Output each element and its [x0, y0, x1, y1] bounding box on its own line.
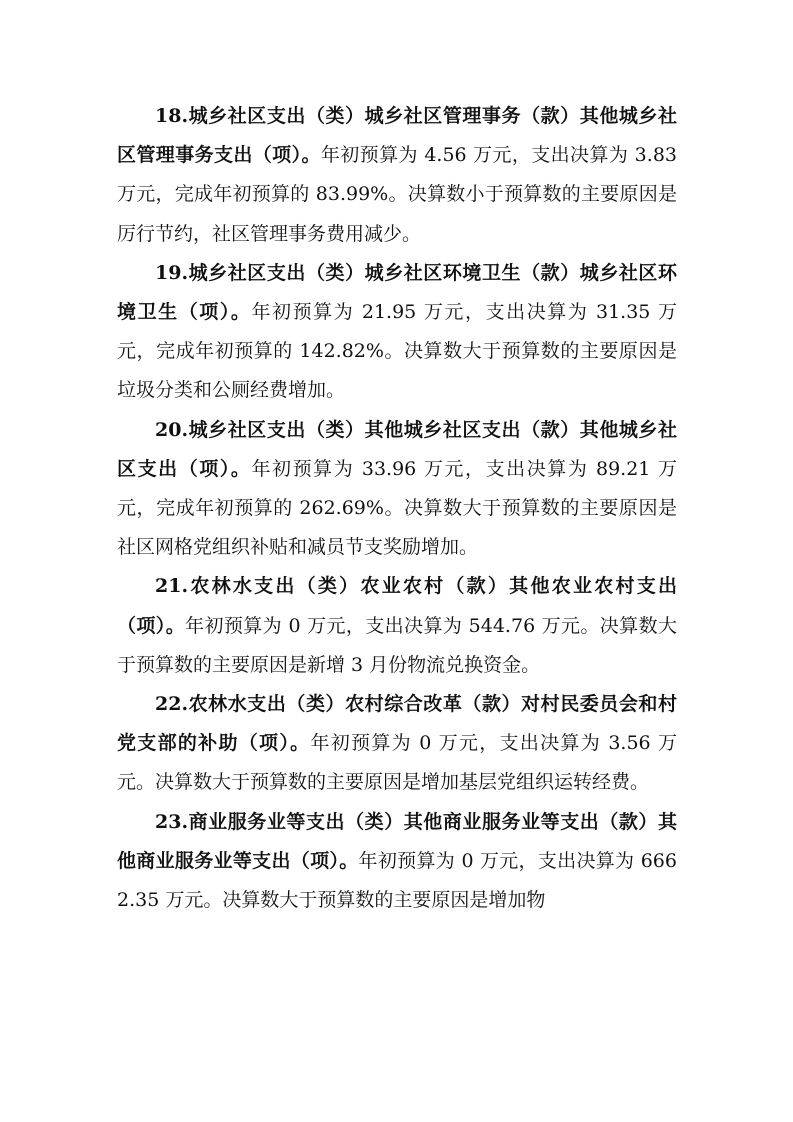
paragraph-heading: 19.城乡社区支出（类）城乡社区环境卫生（款）城乡社区环境卫生（项）。: [117, 261, 677, 324]
paragraph-heading: 18.城乡社区支出（类）城乡社区管理事务（款）其他城乡社区管理事务支出（项）。: [117, 105, 677, 167]
paragraph-text: 年初预算为 33.96 万元，支出决算为 89.21 万元，完成年初预算的 262.69%。决算数大于预算数的主要原因是社区网格党组织补贴和减员节支奖励增加。: [117, 457, 677, 559]
paragraph-heading: 23.商业服务业等支出（类）其他商业服务业等支出（款）其他商业服务业等支出（项）。: [117, 810, 677, 872]
paragraph-text: 年初预算为 21.95 万元，支出决算为 31.35 万元，完成年初预算的 142.82%。决算数大于预算数的主要原因是垃圾分类和公厕经费增加。: [117, 301, 677, 402]
paragraph-item-22: [117, 685, 677, 803]
paragraph-text: 年初预算为 0 万元，支出决算为 544.76 万元。决算数大于预算数的主要原因是新增 3 月份物流兑换资金。: [117, 614, 677, 676]
paragraph-text: 年初预算为 0 万元，支出决算为 3.56 万元。决算数大于预算数的主要原因是增加基层党组织运转经费。: [117, 732, 677, 794]
paragraph-heading: 20.城乡社区支出（类）其他城乡社区支出（款）其他城乡社区支出（项）。: [117, 418, 677, 480]
paragraph-item-23: [117, 803, 677, 921]
paragraph-item-19: [117, 254, 677, 411]
paragraph-text: 年初预算为 0 万元，支出决算为 6662.35 万元。决算数大于预算数的主要原因是增加物: [117, 849, 677, 912]
paragraph-heading: 21.农林水支出（类）农业农村（款）其他农业农村支出（项）。: [117, 575, 677, 637]
paragraph-item-20: [117, 411, 677, 568]
paragraph-item-18: [117, 97, 677, 254]
paragraph-text: 年初预算为 4.56 万元，支出决算为 3.83 万元，完成年初预算的 83.99%。决算数小于预算数的主要原因是厉行节约，社区管理事务费用减少。: [117, 144, 677, 245]
paragraph-heading: 22.农林水支出（类）农村综合改革（款）对村民委员会和村党支部的补助（项）。: [117, 693, 677, 755]
paragraph-item-21: [117, 567, 677, 685]
document-body: [117, 97, 677, 920]
